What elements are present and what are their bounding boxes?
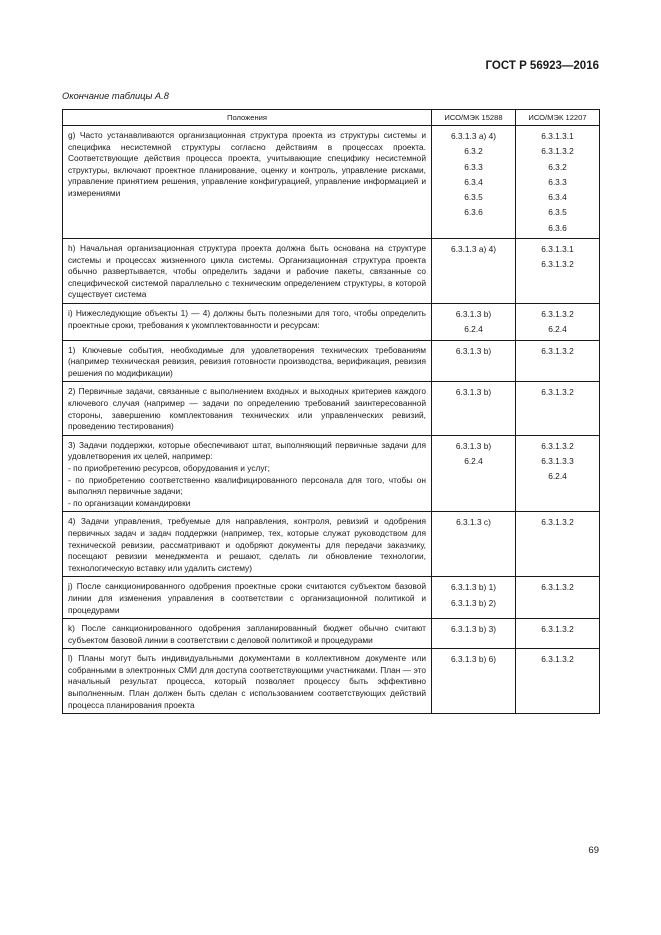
iso-12207-ref: 6.3.1.3.1 [541, 244, 574, 255]
table-header-row [63, 110, 600, 126]
cell-iso-12207 [516, 619, 600, 649]
position-paragraph: j) После санкционированного одобрения проектные сроки считаются субъектом базовой линии для изменения управления в соответствии с организационной политикой и процедурами [68, 581, 426, 615]
cell-iso-12207 [516, 239, 600, 304]
table-row [63, 435, 600, 512]
iso-15288-ref: 6.3.3 [464, 161, 483, 172]
cell-iso-12207 [516, 126, 600, 239]
iso-15288-ref: 6.3.4 [464, 176, 483, 187]
cell-iso-12207 [516, 382, 600, 435]
cell-iso-12207 [516, 512, 600, 577]
iso-15288-ref: 6.3.1.3 b) [455, 309, 492, 320]
table-row [63, 304, 600, 341]
iso-15288-ref: 6.3.1.3 b) [455, 345, 492, 356]
iso-12207-ref: 6.3.1.3.2 [541, 517, 574, 528]
iso-12207-ref: 6.3.1.3.2 [541, 309, 574, 320]
cell-iso-15288 [432, 340, 516, 382]
iso-15288-ref: 6.3.1.3 b) [455, 440, 492, 451]
cell-position-text [63, 619, 432, 649]
cell-iso-15288 [432, 512, 516, 577]
requirements-table [62, 109, 600, 714]
iso-12207-ref: 6.3.1.3.2 [541, 146, 574, 157]
cell-iso-12207 [516, 340, 600, 382]
position-paragraph: k) После санкционированного одобрения запланированный бюджет обычно считают субъектом базовой линии в соответствии с деловой политикой и процедурами [68, 623, 426, 645]
cell-position-text [63, 126, 432, 239]
cell-position-text [63, 382, 432, 435]
iso-15288-ref: 6.3.1.3 b) 1) [451, 582, 496, 593]
cell-iso-15288 [432, 619, 516, 649]
iso-12207-ref: 6.3.4 [548, 192, 567, 203]
cell-iso-15288 [432, 382, 516, 435]
iso-12207-ref: 6.3.2 [548, 161, 567, 172]
cell-position-text [63, 340, 432, 382]
iso-15288-ref: 6.2.4 [464, 324, 483, 335]
cell-iso-15288 [432, 649, 516, 714]
table-row [63, 649, 600, 714]
position-paragraph: 2) Первичные задачи, связанные с выполнением входных и выходных критериев каждого ключевого случая (например — задачи по определению требований заинтересованной стороны, завершению комплектования технических или управленческих ревизий, проведению тестирования) [68, 386, 426, 432]
table-caption: Окончание таблицы А.8 [62, 91, 169, 101]
iso-12207-ref: 6.3.1.3.2 [541, 387, 574, 398]
cell-iso-12207 [516, 577, 600, 619]
iso-15288-ref: 6.3.1.3 c) [456, 517, 491, 528]
cell-position-text [63, 304, 432, 341]
position-paragraph: - по организации командировки [68, 497, 191, 508]
position-paragraph: g) Часто устанавливаются организационная структура проекта из структуры системы и спецификa несистемной структуры согласно действиям в процессах проекта. Соответствующие действия процесса проекта, учитывающие специфику несистемной структуры, включают проектное планирование, оценку и контроль, управление рисками, управление принятием решения, управление конфигурацией, управление информацией и измерениями [68, 130, 426, 198]
position-paragraph: - по приобретению соответственно квалифицированного персонала для того, чтобы он выполнял первичные задачи; [68, 474, 426, 497]
iso-15288-ref: 6.3.1.3 b) 6) [451, 654, 496, 665]
cell-iso-15288 [432, 435, 516, 512]
iso-15288-ref: 6.3.1.3 a) 4) [451, 131, 496, 141]
iso-12207-ref: 6.3.6 [548, 222, 567, 233]
position-paragraph: l) Планы могут быть индивидуальными документами в коллективном документе или собранными в электронных СМИ для доступа соответствующими участниками. План — это начальный результат процесса, который позволяет процессу быть эффективно выполненным. План должен быть сделан с использованием соответствующих действий процесса планирования проекта [68, 653, 426, 710]
iso-15288-ref: 6.3.6 [464, 207, 483, 218]
cell-position-text [63, 649, 432, 714]
position-paragraph: - по приобретению ресурсов, оборудования и услуг; [68, 462, 270, 473]
cell-iso-12207 [516, 304, 600, 341]
iso-15288-ref: 6.3.1.3 b) [455, 387, 492, 398]
cell-position-text [63, 435, 432, 512]
iso-12207-ref: 6.3.1.3.1 [541, 131, 574, 141]
header-positions: Положения [63, 110, 432, 126]
table-row [63, 512, 600, 577]
iso-12207-ref: 6.3.1.3.2 [541, 582, 574, 593]
iso-15288-ref: 6.3.1.3 a) 4) [451, 244, 496, 255]
iso-12207-ref: 6.3.1.3.2 [541, 345, 574, 356]
cell-iso-12207 [516, 649, 600, 714]
table-row [63, 382, 600, 435]
iso-15288-ref: 6.3.1.3 b) 2) [451, 597, 496, 608]
iso-15288-ref: 6.3.1.3 b) 3) [451, 624, 496, 635]
document-code: ГОСТ Р 56923—2016 [485, 60, 599, 72]
cell-iso-15288 [432, 239, 516, 304]
iso-12207-ref: 6.3.1.3.2 [541, 259, 574, 270]
iso-12207-ref: 6.3.3 [548, 176, 567, 187]
iso-12207-ref: 6.3.5 [548, 207, 567, 218]
iso-12207-ref: 6.3.1.3.2 [541, 654, 574, 665]
cell-position-text [63, 577, 432, 619]
cell-position-text [63, 512, 432, 577]
iso-15288-ref: 6.2.4 [464, 456, 483, 467]
iso-12207-ref: 6.3.1.3.3 [541, 456, 574, 467]
iso-12207-ref: 6.2.4 [548, 324, 567, 335]
iso-15288-ref: 6.3.2 [464, 146, 483, 157]
table-row [63, 340, 600, 382]
cell-iso-12207 [516, 435, 600, 512]
table-row [63, 126, 600, 239]
position-paragraph: i) Нижеследующие объекты 1) — 4) должны быть полезными для того, чтобы определить проектные сроки, требования к укомплектованности и ресурсам: [68, 308, 426, 330]
cell-iso-15288 [432, 304, 516, 341]
table-row [63, 577, 600, 619]
position-paragraph: h) Начальная организационная структура проекта должна быть основана на структуре системы и процессах жизненного цикла системы. Организационная структура проекта обычно развертывается, чтобы определить задачи и рабочие пакеты, связанные со специфической системой параллельно с техническим определением структуры, в которой существует система [68, 243, 426, 300]
position-paragraph: 1) Ключевые события, необходимые для удовлетворения технических требованиям (например техническая ревизия, ревизия готовности производства, верификация, ревизия решения по модификации) [68, 344, 426, 378]
cell-position-text [63, 239, 432, 304]
cell-iso-15288 [432, 126, 516, 239]
position-paragraph: 4) Задачи управления, требуемые для направления, контроля, ревизий и одобрения первичных задач и задач поддержки (например, тех, которые служат руководством для технической ревизии, рассматривают и одобряют документы для передачи заказчику, посещают ревизии менеджмента и решают, сделать ли обновление технологии, технологическую вставку или удалить систему) [68, 516, 426, 573]
iso-12207-ref: 6.3.1.3.2 [541, 440, 574, 451]
iso-15288-ref: 6.3.5 [464, 192, 483, 203]
table-body [63, 126, 600, 714]
iso-12207-ref: 6.3.1.3.2 [541, 624, 574, 635]
header-iso-12207: ИСО/МЭК 12207 [516, 110, 600, 126]
table-row [63, 239, 600, 304]
table-row [63, 619, 600, 649]
iso-12207-ref: 6.2.4 [548, 471, 567, 482]
page-number: 69 [588, 845, 599, 856]
cell-iso-15288 [432, 577, 516, 619]
position-paragraph: 3) Задачи поддержки, которые обеспечивают штат, выполняющий первичные задачи для удовлетворения их целей, например: [68, 439, 426, 462]
header-iso-15288: ИСО/МЭК 15288 [432, 110, 516, 126]
